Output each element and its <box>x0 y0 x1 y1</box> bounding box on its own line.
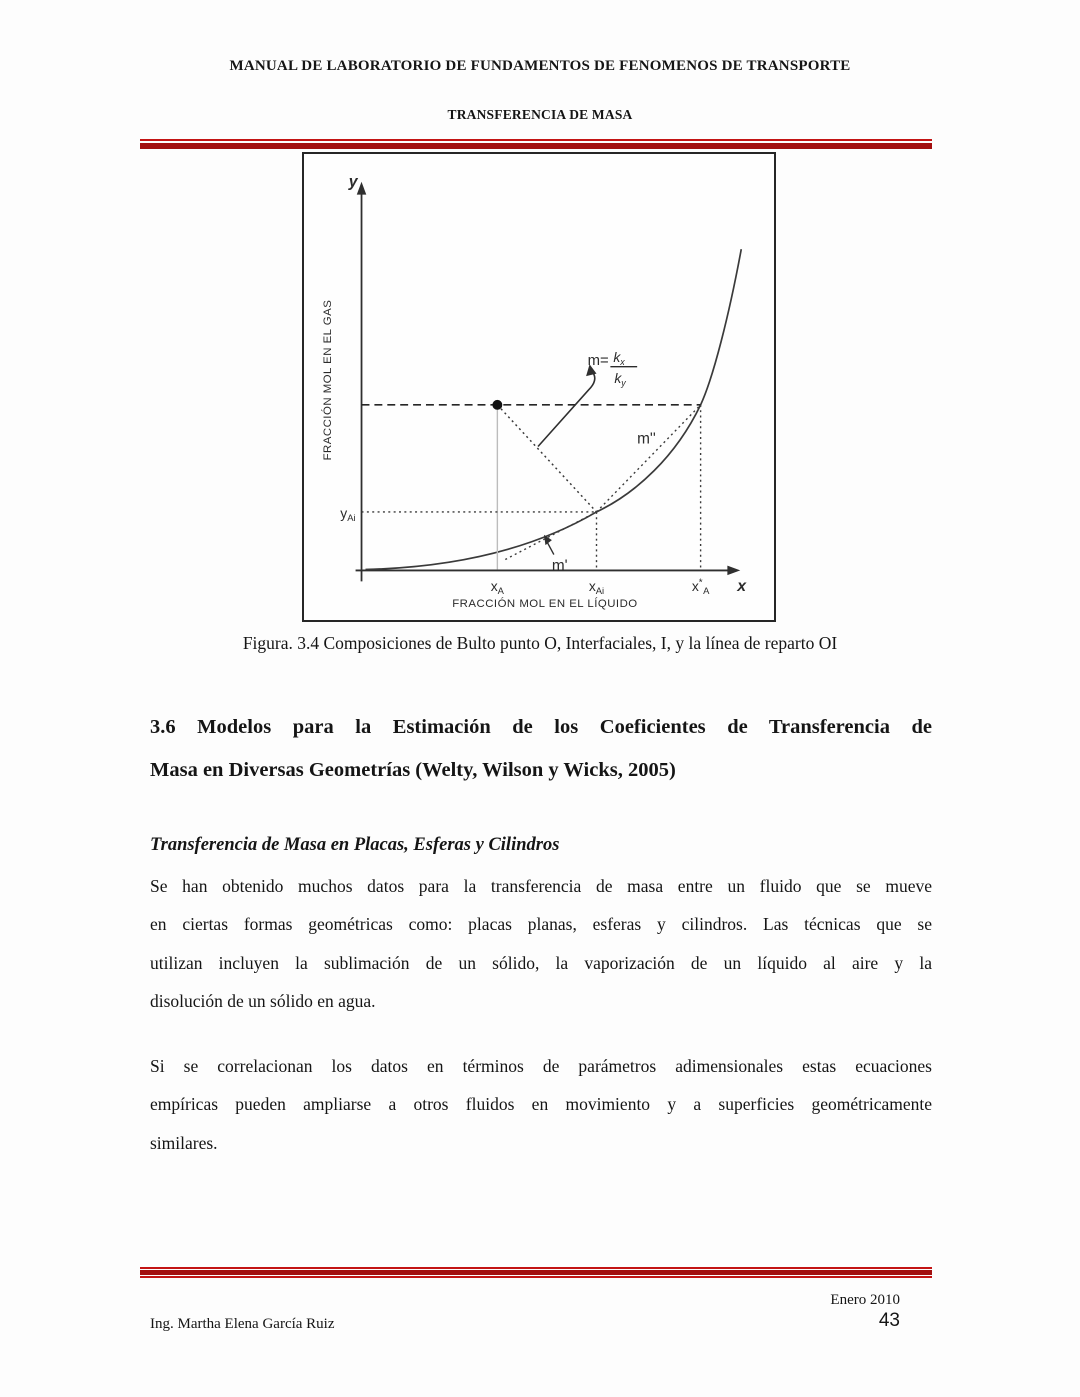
footer-author: Ing. Martha Elena García Ruiz <box>150 1316 335 1332</box>
paragraph-line: empíricas pueden ampliarse a otros fluidos en movimiento y a superficies geométricamente <box>150 1094 932 1115</box>
equation-leader-line <box>538 372 595 446</box>
x-tick-xstar-a: $x^*_A$ <box>691 577 710 597</box>
paragraph-line: similares. <box>150 1132 218 1153</box>
m-prime-label: m' <box>551 557 568 575</box>
paragraph-line: en ciertas formas geométricas como: placas planas, esferas y cilindros. Las técnicas que se <box>150 914 932 935</box>
m-double-prime-label: m'' <box>637 430 656 448</box>
page-number: 43 <box>878 1310 900 1331</box>
y-axis-caption: FRACCIÓN MOL EN EL GAS <box>321 299 334 461</box>
x-axis-arrow-icon <box>727 566 740 576</box>
paragraph-2 <box>150 1047 932 1162</box>
m-double-prime-chord <box>597 405 701 512</box>
document-title: MANUAL DE LABORATORIO DE FUNDAMENTOS DE FENOMENOS DE TRANSPORTE <box>229 58 851 74</box>
y-axis-arrow-icon <box>357 182 367 195</box>
paragraph-line: Si se correlacionan los datos en términos de parámetros adimensionales estas ecuaciones <box>150 1056 932 1076</box>
paragraph-1 <box>150 867 932 1021</box>
subsection-heading: Transferencia de Masa en Placas, Esferas y Cilindros <box>150 835 560 855</box>
footer-date: Enero 2010 <box>830 1292 900 1308</box>
y-axis-symbol: y <box>348 173 358 191</box>
section-heading-line: Masa en Diversas Geometrías (Welty, Wilson y Wicks, 2005) <box>150 758 676 781</box>
top-rule-thick-bar <box>140 143 932 149</box>
slope-equation <box>588 349 638 388</box>
x-tick-xa: $x_A$ <box>490 578 504 597</box>
bottom-rule-thin-line <box>140 1276 932 1278</box>
x-axis-caption: FRACCIÓN MOL EN EL LÍQUIDO <box>452 598 638 611</box>
equation-prefix: m= <box>587 353 609 370</box>
figure-caption: Figura. 3.4 Composiciones de Bulto punto O, Interfaciales, I, y la línea de reparto OI <box>242 633 838 653</box>
document-subtitle: TRANSFERENCIA DE MASA <box>447 107 633 122</box>
paragraph-line: utilizan incluyen la sublimación de un sólido, la vaporización de un líquido al aire y la <box>150 952 932 973</box>
x-axis-symbol: x <box>737 578 747 596</box>
figure-3-4 <box>302 152 776 622</box>
equation-denominator: ky <box>614 370 626 389</box>
bottom-rule-thick-bar <box>140 1270 932 1275</box>
paragraph-line: Se han obtenido muchos datos para la transferencia de masa entre un fluido que se mueve <box>150 876 932 896</box>
equilibrium-curve <box>365 249 741 569</box>
m-prime-pointer <box>547 542 554 555</box>
tie-line-oi <box>497 405 596 512</box>
equilibrium-chart <box>304 154 774 620</box>
bottom-rule <box>140 1267 932 1278</box>
x-tick-xai: $x_{Ai}$ <box>588 578 605 597</box>
paragraph-line: disolución de un sólido en agua. <box>150 991 376 1012</box>
m-prime-tangent <box>505 512 596 560</box>
y-tick-yai: $y_{Ai}$ <box>340 504 356 523</box>
equation-numerator: kx <box>613 349 625 368</box>
top-rule <box>140 139 932 149</box>
section-heading <box>150 706 932 791</box>
bulk-point-o <box>492 400 502 410</box>
section-heading-line: 3.6 Modelos para la Estimación de los Coeficientes de Transferencia de <box>150 716 932 738</box>
